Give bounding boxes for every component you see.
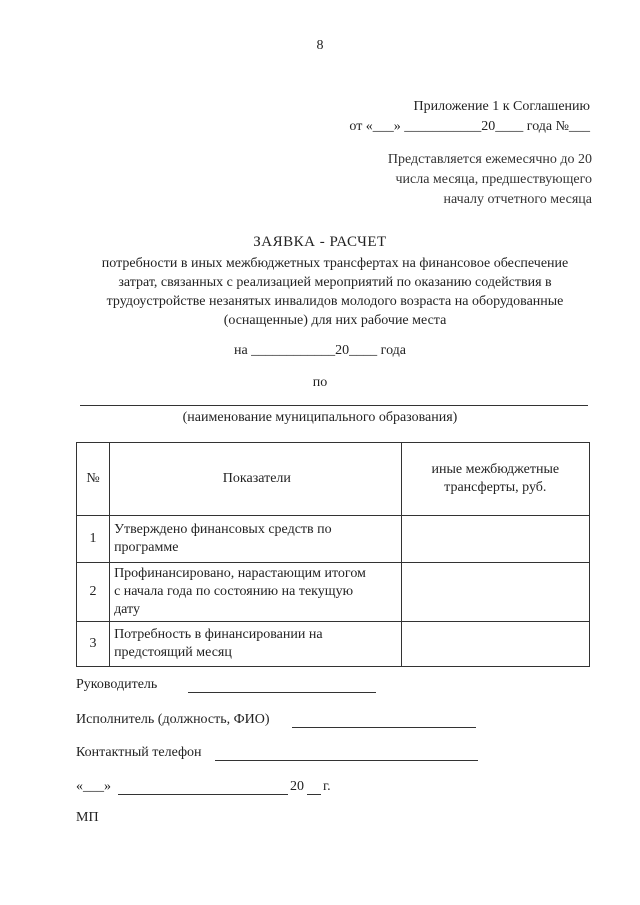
date-year-fill-line[interactable] <box>307 794 321 795</box>
subtitle-line-4: (оснащенные) для них рабочие места <box>223 313 447 328</box>
head-label: Руководитель <box>76 677 158 692</box>
appendix-reference <box>300 97 590 137</box>
row-number: 1 <box>77 516 110 563</box>
row-indicator-line: предстоящий месяц <box>114 645 232 660</box>
row-value-cell[interactable] <box>401 563 589 622</box>
stamp-place-label: МП <box>76 810 99 825</box>
header-transfers-line-2: трансферты, руб. <box>444 480 547 495</box>
header-transfers-line-1: иные межбюджетные <box>431 462 560 477</box>
table-row <box>77 516 590 563</box>
row-value-cell[interactable] <box>401 516 589 563</box>
row-indicator-line: дату <box>114 602 140 617</box>
subtitle-line-3: трудоустройстве незанятых инвалидов молодого возраста на оборудованные <box>106 294 564 309</box>
header-number: № <box>77 443 110 516</box>
date-open: «___» <box>76 779 111 794</box>
row-number: 2 <box>77 563 110 622</box>
document-subtitle <box>78 254 592 330</box>
date-year: 20 <box>290 779 304 794</box>
document-title: ЗАЯВКА - РАСЧЕТ <box>253 234 387 250</box>
request-table <box>76 442 590 667</box>
row-indicator-line: программе <box>114 540 179 555</box>
row-value-cell[interactable] <box>401 622 589 667</box>
subtitle-line-2: затрат, связанных с реализацией мероприятий по оказанию содействия в <box>118 275 552 290</box>
row-indicator-line: с начала года по состоянию на текущую <box>114 584 354 599</box>
municipality-caption: (наименование муниципального образования) <box>182 410 458 425</box>
appendix-line-2: от «___» ___________20____ года №___ <box>349 119 590 134</box>
executor-signature-line[interactable] <box>292 727 476 728</box>
table-row <box>77 563 590 622</box>
header-transfers <box>401 443 589 516</box>
row-indicator <box>110 516 402 563</box>
table-row <box>77 622 590 667</box>
note-line-1: Представляется ежемесячно до 20 <box>387 152 592 167</box>
row-indicator-line: Профинансировано, нарастающим итогом <box>114 566 366 581</box>
note-line-3: началу отчетного месяца <box>443 192 592 207</box>
date-suffix: г. <box>323 779 331 794</box>
table-header-row <box>77 443 590 516</box>
row-number: 3 <box>77 622 110 667</box>
appendix-line-1: Приложение 1 к Соглашению <box>413 99 590 114</box>
period-line: на ____________20____ года <box>233 343 407 358</box>
row-indicator-line: Утверждено финансовых средств по <box>114 522 332 537</box>
subtitle-line-1: потребности в иных межбюджетных трансфертах на финансовое обеспечение <box>101 256 569 271</box>
row-indicator <box>110 622 402 667</box>
note-line-2: числа месяца, предшествующего <box>395 172 592 187</box>
executor-label: Исполнитель (должность, ФИО) <box>76 712 270 727</box>
header-indicators: Показатели <box>110 443 402 516</box>
head-signature-line[interactable] <box>188 692 376 693</box>
row-indicator <box>110 563 402 622</box>
row-indicator-line: Потребность в финансировании на <box>114 627 323 642</box>
municipality-fill-line <box>80 405 588 406</box>
phone-label: Контактный телефон <box>76 745 202 760</box>
po-label: по <box>312 375 328 390</box>
date-fill-line[interactable] <box>118 794 288 795</box>
submission-note <box>330 150 592 210</box>
phone-fill-line[interactable] <box>215 760 478 761</box>
page-number: 8 <box>316 38 324 53</box>
